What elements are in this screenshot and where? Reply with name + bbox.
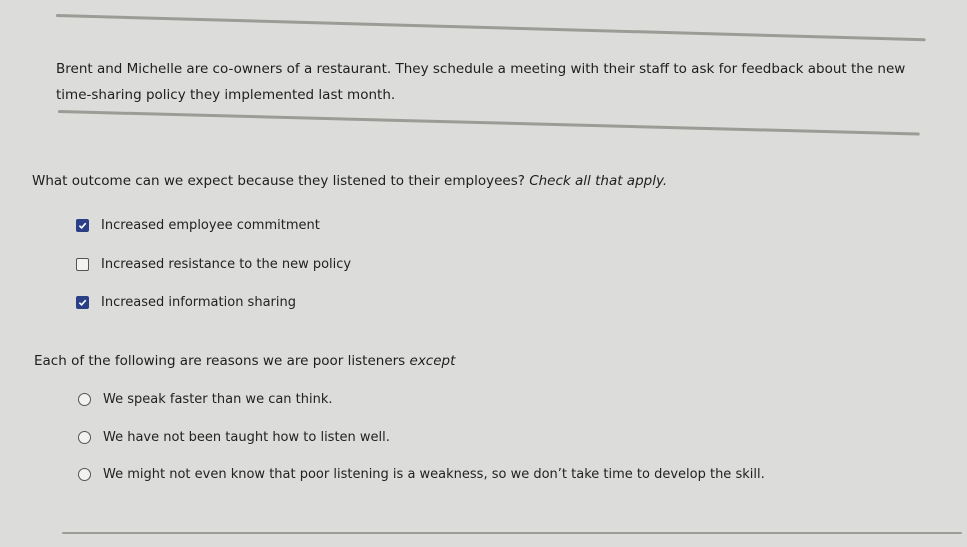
radio-unselected-icon[interactable]	[78, 393, 91, 406]
option-label: Increased employee commitment	[101, 218, 320, 233]
option-label: We speak faster than we can think.	[103, 392, 333, 407]
question-2-text: Each of the following are reasons we are poor listeners	[34, 353, 406, 369]
option-label: We have not been taught how to listen well.	[103, 430, 390, 445]
q2-option-speak-faster[interactable]	[78, 392, 333, 407]
top-divider	[56, 14, 926, 41]
checkbox-unchecked-icon[interactable]	[76, 258, 89, 271]
option-label: Increased resistance to the new policy	[101, 257, 352, 272]
question-2-prompt	[34, 353, 455, 369]
option-label: Increased information sharing	[101, 295, 296, 310]
question-1-prompt	[32, 173, 667, 189]
q1-option-resistance[interactable]	[76, 257, 351, 272]
q2-option-weakness[interactable]	[78, 467, 765, 482]
checkbox-checked-icon[interactable]	[76, 296, 89, 309]
radio-unselected-icon[interactable]	[78, 468, 91, 481]
passage-divider	[58, 110, 920, 136]
q1-option-information-sharing[interactable]	[76, 295, 296, 310]
question-1-instruction: Check all that apply.	[529, 173, 668, 189]
option-label: We might not even know that poor listening is a weakness, so we don’t take time to develop the skill.	[103, 467, 765, 482]
scenario-passage: Brent and Michelle are co-owners of a restaurant. They schedule a meeting with their staff to ask for feedback about the new time-sharing policy they implemented last month.	[56, 61, 906, 103]
question-2-emphasis: except	[409, 353, 456, 369]
q1-option-employee-commitment[interactable]	[76, 218, 320, 233]
q2-option-not-taught[interactable]	[78, 430, 390, 445]
question-1-text: What outcome can we expect because they listened to their employees?	[32, 173, 525, 189]
checkbox-checked-icon[interactable]	[76, 219, 89, 232]
bottom-divider	[62, 532, 962, 534]
radio-unselected-icon[interactable]	[78, 431, 91, 444]
